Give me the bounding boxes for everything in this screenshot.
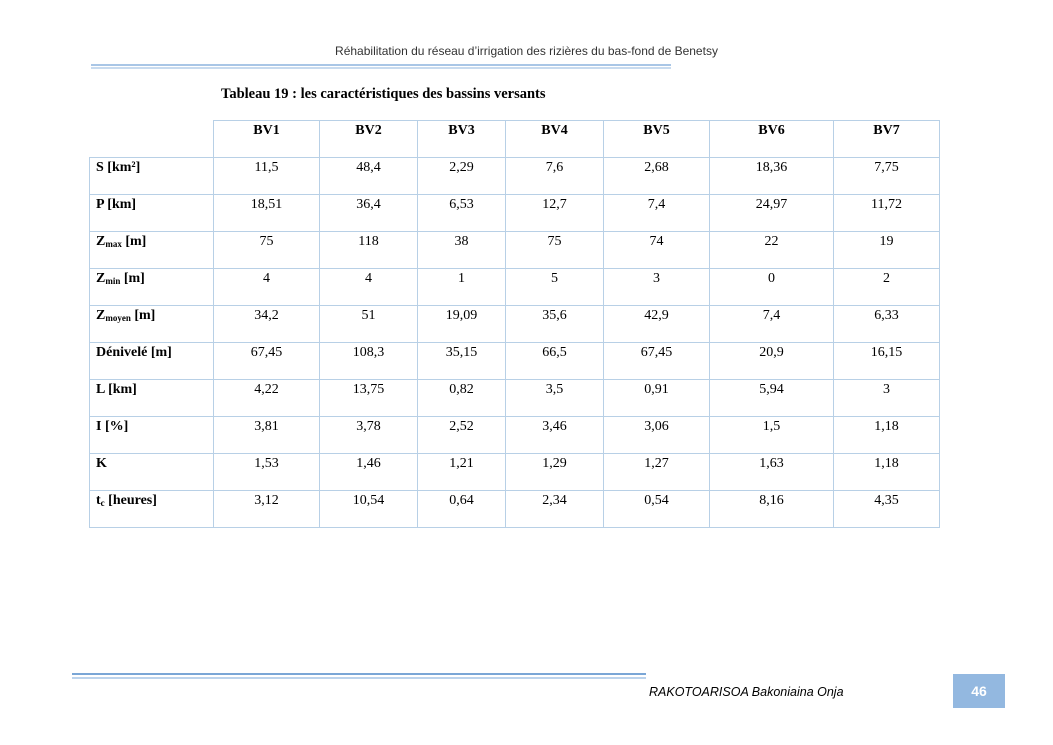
header-corner-cell [90,121,214,158]
row-label: I [%] [90,417,214,454]
table-cell: 75 [506,232,604,269]
table-cell: 3 [834,380,940,417]
column-header-bv4: BV4 [506,121,604,158]
table-row [90,491,940,528]
row-label-subscript: max [105,239,122,249]
table-cell: 10,54 [320,491,418,528]
table-cell: 3,06 [604,417,710,454]
table-cell: 7,4 [710,306,834,343]
table-cell: 20,9 [710,343,834,380]
table-cell: 3,81 [214,417,320,454]
table-cell: 36,4 [320,195,418,232]
table-cell: 34,2 [214,306,320,343]
column-header-bv7: BV7 [834,121,940,158]
table-cell: 16,15 [834,343,940,380]
table-cell: 4 [320,269,418,306]
column-header-bv6: BV6 [710,121,834,158]
column-header-bv3: BV3 [418,121,506,158]
footer-rule [72,673,646,675]
table-row [90,417,940,454]
table-cell: 35,6 [506,306,604,343]
watershed-table [89,120,940,528]
table-cell: 38 [418,232,506,269]
table-cell: 8,16 [710,491,834,528]
row-label-unit: [m] [120,271,145,286]
table-cell: 108,3 [320,343,418,380]
table-row [90,343,940,380]
table-cell: 5,94 [710,380,834,417]
row-label-main: t [96,493,101,508]
table-cell: 75 [214,232,320,269]
row-label-main: Z [96,271,106,286]
table-cell: 18,36 [710,158,834,195]
table-cell: 0 [710,269,834,306]
row-label: L [km] [90,380,214,417]
row-label [90,306,214,343]
table-cell: 3,46 [506,417,604,454]
table-cell: 11,5 [214,158,320,195]
table-row [90,454,940,491]
table-cell: 1,63 [710,454,834,491]
header-rule [91,64,671,66]
table-cell: 3,78 [320,417,418,454]
row-label: K [90,454,214,491]
table-cell: 3 [604,269,710,306]
row-label-unit: [m] [121,234,147,249]
table-row [90,380,940,417]
table-cell: 0,91 [604,380,710,417]
table-cell: 1,21 [418,454,506,491]
table-cell: 5 [506,269,604,306]
column-header-bv2: BV2 [320,121,418,158]
table-cell: 67,45 [214,343,320,380]
table-cell: 118 [320,232,418,269]
table-row [90,306,940,343]
row-label: S [km²] [90,158,214,195]
table-cell: 19,09 [418,306,506,343]
table-cell: 1,18 [834,417,940,454]
table-row [90,158,940,195]
table-cell: 4,22 [214,380,320,417]
table-cell: 51 [320,306,418,343]
table-cell: 2,68 [604,158,710,195]
table-cell: 66,5 [506,343,604,380]
row-label-main: Z [96,234,106,249]
table-cell: 7,6 [506,158,604,195]
row-label-subscript: moyen [105,313,131,323]
table-cell: 1,29 [506,454,604,491]
row-label [90,232,214,269]
table-cell: 1,27 [604,454,710,491]
table-cell: 12,7 [506,195,604,232]
table-cell: 19 [834,232,940,269]
table-cell: 48,4 [320,158,418,195]
table-cell: 4 [214,269,320,306]
table-row [90,232,940,269]
table-cell: 42,9 [604,306,710,343]
table-cell: 74 [604,232,710,269]
table-cell: 1,5 [710,417,834,454]
row-label-subscript: min [105,276,121,286]
header-rule-secondary [91,67,671,69]
table-cell: 4,35 [834,491,940,528]
table-header-row [90,121,940,158]
table-row [90,195,940,232]
table-cell: 7,4 [604,195,710,232]
table-cell: 22 [710,232,834,269]
table-cell: 0,54 [604,491,710,528]
table-cell: 13,75 [320,380,418,417]
table-caption: Tableau 19 : les caractéristiques des bassins versants [221,86,546,102]
table-cell: 2,34 [506,491,604,528]
table-cell: 6,53 [418,195,506,232]
column-header-bv5: BV5 [604,121,710,158]
row-label: Dénivelé [m] [90,343,214,380]
row-label-main: Z [96,308,106,323]
page-number-badge: 46 [953,674,1005,708]
table-row [90,269,940,306]
table-cell: 18,51 [214,195,320,232]
table-cell: 35,15 [418,343,506,380]
running-header: Réhabilitation du réseau d’irrigation des rizières du bas-fond de Benetsy [335,44,718,58]
table-cell: 1,18 [834,454,940,491]
table-cell: 1,53 [214,454,320,491]
table-cell: 2,29 [418,158,506,195]
table-cell: 6,33 [834,306,940,343]
table-cell: 11,72 [834,195,940,232]
author-name: RAKOTOARISOA Bakoniaina Onja [649,685,844,699]
row-label: P [km] [90,195,214,232]
row-label [90,269,214,306]
table-cell: 7,75 [834,158,940,195]
table-cell: 3,5 [506,380,604,417]
footer-rule-secondary [72,677,646,679]
row-label-subscript: c [100,498,105,508]
table-cell: 0,64 [418,491,506,528]
row-label-unit: [m] [130,308,156,323]
table-cell: 2 [834,269,940,306]
row-label [90,491,214,528]
column-header-bv1: BV1 [214,121,320,158]
table-cell: 0,82 [418,380,506,417]
table-cell: 67,45 [604,343,710,380]
table-cell: 2,52 [418,417,506,454]
table-cell: 1 [418,269,506,306]
row-label-unit: [heures] [104,493,157,508]
table-cell: 1,46 [320,454,418,491]
table-cell: 24,97 [710,195,834,232]
table-cell: 3,12 [214,491,320,528]
table-body [90,158,940,528]
